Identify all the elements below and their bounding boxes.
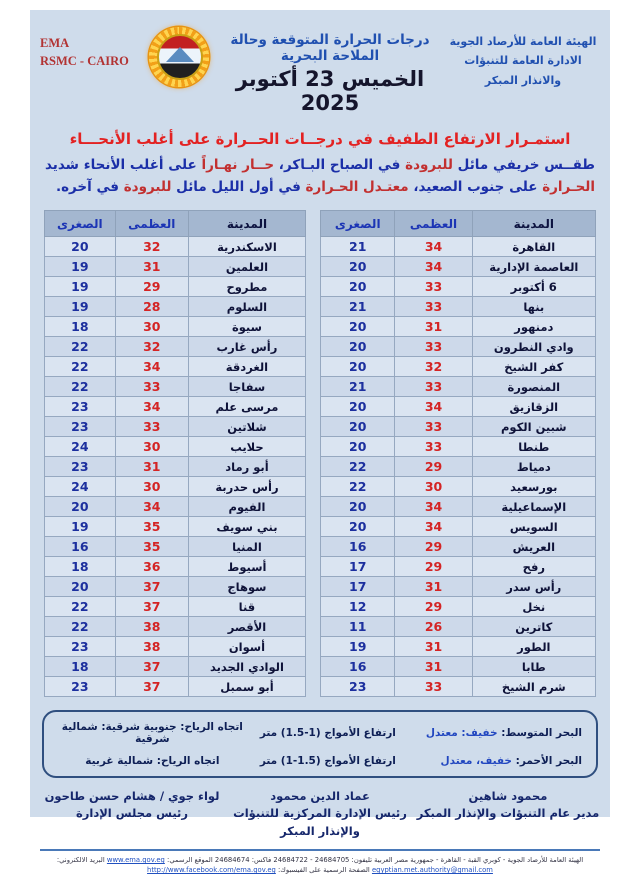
table-row xyxy=(45,477,306,497)
city-cell: الفيوم xyxy=(188,497,305,517)
city-cell: أبو سمبل xyxy=(188,677,305,697)
max-temp-cell: 31 xyxy=(115,257,188,277)
max-temp-cell: 30 xyxy=(115,437,188,457)
city-cell: كفر الشيخ xyxy=(472,357,595,377)
city-cell: رأس سدر xyxy=(472,577,595,597)
wind-direction: اتجاه الرياح: شمالية غربية xyxy=(85,755,220,768)
table-row xyxy=(321,577,596,597)
max-temp-cell: 32 xyxy=(115,237,188,257)
max-temp-cell: 31 xyxy=(395,577,472,597)
signature-director-forecast xyxy=(414,788,602,840)
table-row xyxy=(45,257,306,277)
table-row xyxy=(321,397,596,417)
forecast-segment: للبرودة xyxy=(123,178,172,195)
table-row xyxy=(45,437,306,457)
min-temp-cell: 23 xyxy=(45,397,116,417)
footer-divider xyxy=(40,849,600,851)
city-cell: الوادي الجديد xyxy=(188,657,305,677)
max-temp-cell: 38 xyxy=(115,617,188,637)
sea-label: البحر الأحمر: xyxy=(515,755,582,768)
max-temp-cell: 30 xyxy=(115,317,188,337)
table-row xyxy=(321,677,596,697)
table-row xyxy=(321,257,596,277)
contact-link[interactable]: http://www.facebook.com/ema.gov.eg xyxy=(147,866,276,875)
city-cell: العلمين xyxy=(188,257,305,277)
table-row xyxy=(321,657,596,677)
min-temp-cell: 20 xyxy=(321,357,395,377)
table-row xyxy=(45,317,306,337)
min-temp-cell: 18 xyxy=(45,657,116,677)
agency-line1: الهيئة العامة للأرصاد الجوية xyxy=(449,35,597,48)
table-row xyxy=(45,457,306,477)
city-cell: دمياط xyxy=(472,457,595,477)
sea-state xyxy=(409,727,582,739)
max-temp-cell: 31 xyxy=(115,457,188,477)
city-cell: بنها xyxy=(472,297,595,317)
min-temp-cell: 11 xyxy=(321,617,395,637)
signature-title: مدير عام التنبؤات والإنذار المبكر xyxy=(416,806,600,821)
signature-title: رئيس مجلس الإدارة xyxy=(75,806,188,821)
city-cell: 6 أكتوبر xyxy=(472,277,595,297)
min-temp-cell: 19 xyxy=(321,637,395,657)
table-row xyxy=(45,557,306,577)
min-temp-cell: 20 xyxy=(321,417,395,437)
table-row xyxy=(321,417,596,437)
max-temp-cell: 29 xyxy=(395,537,472,557)
ema-line1: EMA xyxy=(40,36,70,50)
min-temp-cell: 16 xyxy=(321,537,395,557)
max-temp-cell: 31 xyxy=(395,637,472,657)
table-row xyxy=(321,637,596,657)
min-temp-cell: 20 xyxy=(45,237,116,257)
max-temp-cell: 28 xyxy=(115,297,188,317)
city-cell: القاهرة xyxy=(472,237,595,257)
sea-label: البحر المتوسط: xyxy=(501,727,582,740)
max-temp-cell: 33 xyxy=(395,677,472,697)
table-row xyxy=(321,517,596,537)
max-temp-cell: 31 xyxy=(395,317,472,337)
city-cell: السلوم xyxy=(188,297,305,317)
min-temp-cell: 22 xyxy=(45,377,116,397)
min-temp-cell: 22 xyxy=(45,357,116,377)
forecast-segment: في الصباح البـاكر، xyxy=(274,157,406,173)
table-row xyxy=(45,677,306,697)
agency-name-block xyxy=(444,24,602,90)
table-row xyxy=(45,297,306,317)
max-temp-cell: 30 xyxy=(115,477,188,497)
min-column-header: الصغرى xyxy=(45,211,116,237)
min-temp-cell: 23 xyxy=(45,457,116,477)
min-temp-cell: 19 xyxy=(45,297,116,317)
max-temp-cell: 34 xyxy=(395,237,472,257)
max-temp-cell: 34 xyxy=(395,397,472,417)
city-cell: سفاجا xyxy=(188,377,305,397)
min-temp-cell: 17 xyxy=(321,577,395,597)
wave-height: ارتفاع الأمواج (1.5-1) متر xyxy=(259,727,396,740)
sea-state-value: خفيف: معتدل xyxy=(425,727,498,740)
max-temp-cell: 33 xyxy=(115,417,188,437)
min-temp-cell: 22 xyxy=(45,337,116,357)
forecast-segment: طقــس خريفي مائل xyxy=(452,157,596,173)
max-temp-cell: 33 xyxy=(115,377,188,397)
table-row xyxy=(321,437,596,457)
max-temp-cell: 26 xyxy=(395,617,472,637)
table-row xyxy=(321,457,596,477)
city-cell: دمنهور xyxy=(472,317,595,337)
forecast-segment: على أغلب الأنحاء شديد xyxy=(45,157,202,173)
mediterranean-row xyxy=(58,721,582,745)
table-row xyxy=(45,337,306,357)
table-row xyxy=(321,497,596,517)
table-row xyxy=(45,517,306,537)
forecast-paragraph xyxy=(45,155,595,198)
max-temp-cell: 33 xyxy=(395,337,472,357)
city-cell: الأقصر xyxy=(188,617,305,637)
contact-text: الصفحة الرسمية على الفيسبوك: xyxy=(275,866,372,875)
max-temp-cell: 29 xyxy=(395,557,472,577)
min-temp-cell: 19 xyxy=(45,257,116,277)
table-row xyxy=(45,637,306,657)
table-row xyxy=(45,617,306,637)
min-temp-cell: 23 xyxy=(45,417,116,437)
city-cell: كاترين xyxy=(472,617,595,637)
max-temp-cell: 37 xyxy=(115,597,188,617)
table-row xyxy=(321,537,596,557)
forecast-segment: للبرودة xyxy=(405,157,453,173)
city-cell: بني سويف xyxy=(188,517,305,537)
city-cell: طابا xyxy=(472,657,595,677)
signature-chairman xyxy=(38,788,226,840)
wave-range: (1-1.5) xyxy=(280,755,321,768)
max-temp-cell: 38 xyxy=(115,637,188,657)
city-cell: شبين الكوم xyxy=(472,417,595,437)
max-temp-cell: 35 xyxy=(115,537,188,557)
min-temp-cell: 21 xyxy=(321,377,395,397)
table-row xyxy=(45,237,306,257)
forecast-segment: على جنوب الصعيد، xyxy=(408,178,543,195)
city-cell: سوهاج xyxy=(188,577,305,597)
table-row xyxy=(45,397,306,417)
max-column-header: العظمى xyxy=(395,211,472,237)
city-cell: أسوان xyxy=(188,637,305,657)
city-cell: المنيا xyxy=(188,537,305,557)
max-temp-cell: 30 xyxy=(395,477,472,497)
min-temp-cell: 21 xyxy=(321,237,395,257)
min-column-header: الصغرى xyxy=(321,211,395,237)
wave-height: ارتفاع الأمواج (1-1.5) متر xyxy=(259,755,396,768)
city-cell: أسيوط xyxy=(188,557,305,577)
min-temp-cell: 24 xyxy=(45,477,116,497)
table-row xyxy=(321,337,596,357)
contact-link[interactable]: www.ema.gov.eg xyxy=(106,855,165,864)
document-date: الخميس 23 أكتوبر 2025 xyxy=(235,67,425,115)
min-temp-cell: 19 xyxy=(45,517,116,537)
min-temp-cell: 20 xyxy=(321,397,395,417)
table-row xyxy=(45,577,306,597)
max-temp-cell: 33 xyxy=(395,277,472,297)
max-temp-cell: 34 xyxy=(115,397,188,417)
forecast-segment: معتـدل الحـرارة xyxy=(305,178,409,195)
logo-mountain-icon xyxy=(166,47,194,62)
city-cell: رفح xyxy=(472,557,595,577)
city-cell: حلايب xyxy=(188,437,305,457)
city-cell: بورسعيد xyxy=(472,477,595,497)
max-temp-cell: 29 xyxy=(395,597,472,617)
table-row xyxy=(45,377,306,397)
temperature-tables-row xyxy=(44,210,596,697)
table-row xyxy=(321,297,596,317)
min-temp-cell: 16 xyxy=(45,537,116,557)
signature-name: عماد الدين محمود xyxy=(270,789,370,804)
table-row xyxy=(321,277,596,297)
city-column-header: المدينة xyxy=(472,211,595,237)
table-row xyxy=(321,377,596,397)
city-cell: شرم الشيخ xyxy=(472,677,595,697)
min-temp-cell: 21 xyxy=(321,297,395,317)
headline: استمـرار الارتفاع الطفيف في درجــات الحــرارة على أغلب الأنحـــاء xyxy=(69,130,571,148)
min-temp-cell: 16 xyxy=(321,657,395,677)
min-temp-cell: 22 xyxy=(321,477,395,497)
contact-link[interactable]: egyptian.met.authority@gmail.com xyxy=(371,866,493,875)
wind-direction: اتجاه الرياح: جنوبية شرقية: شمالية شرقية xyxy=(61,721,243,746)
city-cell: المنصورة xyxy=(472,377,595,397)
city-cell: رأس غارب xyxy=(188,337,305,357)
signature-title: رئيس الإدارة المركزية للتنبؤات والإنذار المبكر xyxy=(233,806,407,838)
title-block xyxy=(216,24,444,115)
min-temp-cell: 20 xyxy=(321,317,395,337)
max-temp-cell: 33 xyxy=(395,297,472,317)
city-column-header: المدينة xyxy=(188,211,305,237)
max-temp-cell: 34 xyxy=(395,497,472,517)
city-cell: الغردقة xyxy=(188,357,305,377)
ema-logo xyxy=(144,24,216,92)
min-temp-cell: 22 xyxy=(45,617,116,637)
table-row xyxy=(45,597,306,617)
min-temp-cell: 20 xyxy=(321,337,395,357)
city-cell: الطور xyxy=(472,637,595,657)
table-row xyxy=(321,477,596,497)
temperature-table-coast-redsea-upper xyxy=(44,210,306,697)
red-sea-row xyxy=(58,755,582,767)
table-row xyxy=(45,277,306,297)
header xyxy=(30,10,610,115)
table-row xyxy=(45,417,306,437)
min-temp-cell: 23 xyxy=(45,677,116,697)
document-title: درجات الحرارة المتوقعة وحالة الملاحة البحرية xyxy=(230,32,430,64)
signature-name: محمود شاهين xyxy=(468,789,548,804)
min-temp-cell: 20 xyxy=(45,577,116,597)
sea-state-value: خفيف، معتدل xyxy=(440,755,512,768)
max-temp-cell: 33 xyxy=(395,417,472,437)
max-temp-cell: 34 xyxy=(115,357,188,377)
city-cell: العريش xyxy=(472,537,595,557)
min-temp-cell: 20 xyxy=(321,437,395,457)
agency-line2: الادارة العامة للتنبؤات والانذار المبكر xyxy=(464,54,582,87)
city-cell: شلاتين xyxy=(188,417,305,437)
logo-emblem-icon xyxy=(157,34,203,80)
city-cell: مرسى علم xyxy=(188,397,305,417)
max-temp-cell: 37 xyxy=(115,677,188,697)
max-temp-cell: 37 xyxy=(115,657,188,677)
city-cell: الزقازيق xyxy=(472,397,595,417)
table-row xyxy=(321,597,596,617)
city-cell: سيوة xyxy=(188,317,305,337)
contact-text: الهيئة العامة للأرصاد الجوية - كوبري القبة - القاهرة - جمهورية مصر العربية تليفون: 24684705 - 24684722 فاكس: 24684674 الموقع الرسمي: xyxy=(164,855,584,864)
min-temp-cell: 12 xyxy=(321,597,395,617)
table-row xyxy=(321,357,596,377)
max-temp-cell: 32 xyxy=(115,337,188,357)
bulletin-panel xyxy=(30,10,610,875)
contact-line xyxy=(30,855,610,875)
city-cell: نخل xyxy=(472,597,595,617)
table-row xyxy=(45,357,306,377)
sea-state xyxy=(409,755,582,767)
wave-range: (1.5-1) xyxy=(280,727,321,740)
table-row xyxy=(45,657,306,677)
temperature-table-cairo-delta-sinai xyxy=(320,210,596,697)
ema-line2: RSMC - CAIRO xyxy=(40,54,129,69)
max-temp-cell: 31 xyxy=(395,657,472,677)
max-temp-cell: 37 xyxy=(115,577,188,597)
table-row xyxy=(321,237,596,257)
ema-rsmc-label xyxy=(40,24,144,70)
table-row xyxy=(45,497,306,517)
city-cell: قنا xyxy=(188,597,305,617)
signature-head-central-admin xyxy=(226,788,414,840)
max-temp-cell: 34 xyxy=(115,497,188,517)
min-temp-cell: 19 xyxy=(45,277,116,297)
city-cell: الإسماعيلية xyxy=(472,497,595,517)
city-cell: السويس xyxy=(472,517,595,537)
forecast-segment: في آخره. xyxy=(55,178,124,195)
city-cell: وادي النطرون xyxy=(472,337,595,357)
table-row xyxy=(321,557,596,577)
min-temp-cell: 23 xyxy=(321,677,395,697)
min-temp-cell: 22 xyxy=(45,597,116,617)
forecast-segment: في أول الليل مائل xyxy=(171,178,306,195)
min-temp-cell: 20 xyxy=(321,517,395,537)
signature-name: لواء جوي / هشام حسن طاحون xyxy=(44,789,220,804)
max-temp-cell: 34 xyxy=(395,257,472,277)
signatures-row xyxy=(38,788,602,840)
min-temp-cell: 23 xyxy=(45,637,116,657)
max-temp-cell: 33 xyxy=(395,437,472,457)
min-temp-cell: 18 xyxy=(45,317,116,337)
max-temp-cell: 34 xyxy=(395,517,472,537)
table-row xyxy=(45,537,306,557)
min-temp-cell: 20 xyxy=(45,497,116,517)
max-temp-cell: 33 xyxy=(395,377,472,397)
max-temp-cell: 36 xyxy=(115,557,188,577)
table-header-row xyxy=(321,211,596,237)
max-temp-cell: 29 xyxy=(395,457,472,477)
city-cell: طنطا xyxy=(472,437,595,457)
contact-text: البريد الالكتروني: xyxy=(56,855,107,864)
city-cell: الاسكندرية xyxy=(188,237,305,257)
max-column-header: العظمى xyxy=(115,211,188,237)
min-temp-cell: 20 xyxy=(321,277,395,297)
min-temp-cell: 18 xyxy=(45,557,116,577)
max-temp-cell: 29 xyxy=(115,277,188,297)
min-temp-cell: 24 xyxy=(45,437,116,457)
min-temp-cell: 20 xyxy=(321,497,395,517)
min-temp-cell: 22 xyxy=(321,457,395,477)
table-header-row xyxy=(45,211,306,237)
max-temp-cell: 32 xyxy=(395,357,472,377)
city-cell: رأس حدربة xyxy=(188,477,305,497)
marine-conditions-box xyxy=(42,710,598,778)
forecast-segment: الحـرارة xyxy=(542,178,595,195)
table-row xyxy=(321,617,596,637)
max-temp-cell: 35 xyxy=(115,517,188,537)
forecast-segment: حــار نهـاراً xyxy=(201,157,275,173)
table-row xyxy=(321,317,596,337)
city-cell: مطروح xyxy=(188,277,305,297)
min-temp-cell: 17 xyxy=(321,557,395,577)
min-temp-cell: 20 xyxy=(321,257,395,277)
city-cell: العاصمة الإدارية xyxy=(472,257,595,277)
city-cell: أبو رماد xyxy=(188,457,305,477)
